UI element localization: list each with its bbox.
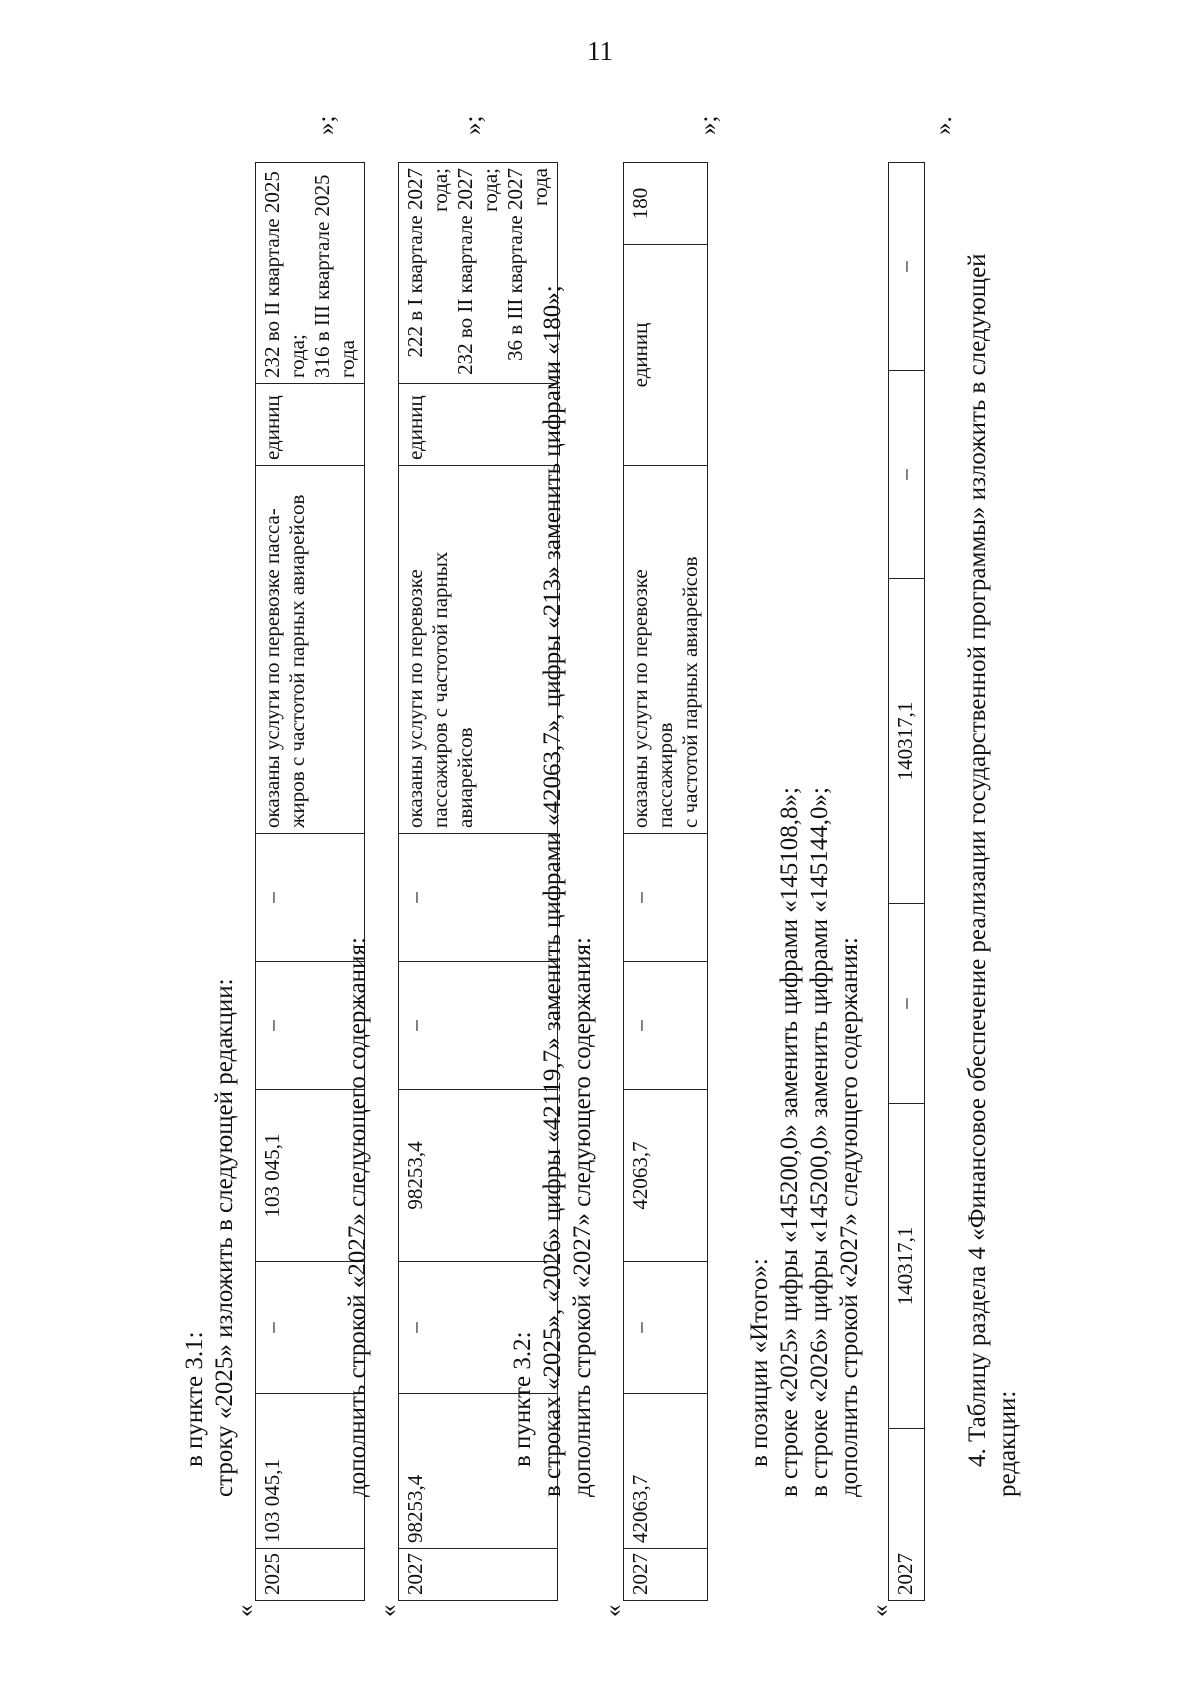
empty-dash-cell: – [889,904,925,1104]
item-3-1-heading: в пункте 3.1: [181,1331,208,1467]
year-cell: 2027 [399,1549,558,1601]
item-3-1-add-instruction: дополнить строкой «2027» следующего содержания: [344,937,371,1497]
item-3-1-instruction: строку «2025» изложить в следующей редакции: [211,978,238,1497]
table-3-open-quote: « [600,1604,627,1617]
value-cell: 232 во II квартале 2025 года; 316 в III квартале 2025 года [256,163,365,384]
unit-cell: единиц [624,245,708,466]
empty-dash-cell: – [256,962,365,1090]
empty-dash-cell: – [624,1262,708,1394]
table-4-close-quote: ». [930,116,957,135]
table-totals-row-2027 [888,162,925,1601]
amount-cell: 98253,4 [399,1090,558,1262]
amount-cell: 140317,1 [889,579,925,904]
table-4-open-quote: « [867,1604,894,1617]
amount-cell: 42063,7 [624,1090,708,1262]
empty-dash-cell: – [399,962,558,1090]
totals-line-2026: в строке «2026» цифры «145200,0» заменить цифрами «145144,0»; [806,787,833,1497]
year-cell: 2027 [624,1549,708,1601]
rotated-content [180,97,1060,1627]
page-number: 11 [587,36,613,66]
amount-cell: 103 045,1 [256,1394,365,1549]
empty-dash-cell: – [889,371,925,579]
year-cell: 2025 [256,1549,365,1601]
empty-dash-cell: – [624,834,708,962]
amount-cell: 42063,7 [624,1394,708,1549]
section-4-line-2: редакции: [994,1390,1021,1497]
totals-add-instruction: дополнить строкой «2027» следующего содержания: [836,937,863,1497]
table-row [624,163,708,1601]
value-cell: 222 в I квартале 2027 года; 232 во II квартале 2027 года; 36 в III квартале 2027 года [399,163,558,384]
year-cell: 2027 [889,1429,925,1601]
table-2-close-quote: »; [460,115,487,135]
empty-dash-cell: – [399,834,558,962]
table-3-close-quote: »; [695,115,722,135]
empty-dash-cell: – [399,1262,558,1394]
table-1-close-quote: »; [313,115,340,135]
empty-dash-cell: – [256,834,365,962]
table-1-open-quote: « [232,1604,259,1617]
table-3-2-row-2027 [623,162,708,1601]
item-3-2-heading: в пункте 3.2: [509,1331,536,1467]
result-cell: оказаны услуги по перевозке пассажиров с частотой парных авиарейсов [624,466,708,834]
table-row [889,163,925,1601]
amount-cell: 103 045,1 [256,1090,365,1262]
empty-dash-cell: – [889,163,925,371]
amount-cell: 140317,1 [889,1104,925,1429]
empty-dash-cell: – [256,1262,365,1394]
table-2-open-quote: « [375,1604,402,1617]
totals-heading: в позиции «Итого»: [746,1258,773,1467]
unit-cell: единиц [256,384,365,466]
unit-cell: единиц [399,384,558,466]
item-3-2-instruction: в строках «2025», «2026» цифры «42119,7» заменить цифрами «42063,7», цифры «213» заменить цифрами «180»; [539,285,566,1497]
amount-cell: 98253,4 [399,1394,558,1549]
empty-dash-cell: – [624,962,708,1090]
value-cell: 180 [624,163,708,245]
result-cell: оказаны услуги по перевозке пассажиров с частотой парных авиарейсов [399,466,558,834]
section-4-line-1: 4. Таблицу раздела 4 «Финансовое обеспечение реализации государственной программы» изложить в следующей [964,253,991,1467]
item-3-2-add-instruction: дополнить строкой «2027» следующего содержания: [569,937,596,1497]
result-cell: оказаны услуги по перевозке пасса- жиров с частотой парных авиарейсов [256,466,365,834]
totals-line-2025: в строке «2025» цифры «145200,0» заменить цифрами «145108,8»; [776,787,803,1497]
